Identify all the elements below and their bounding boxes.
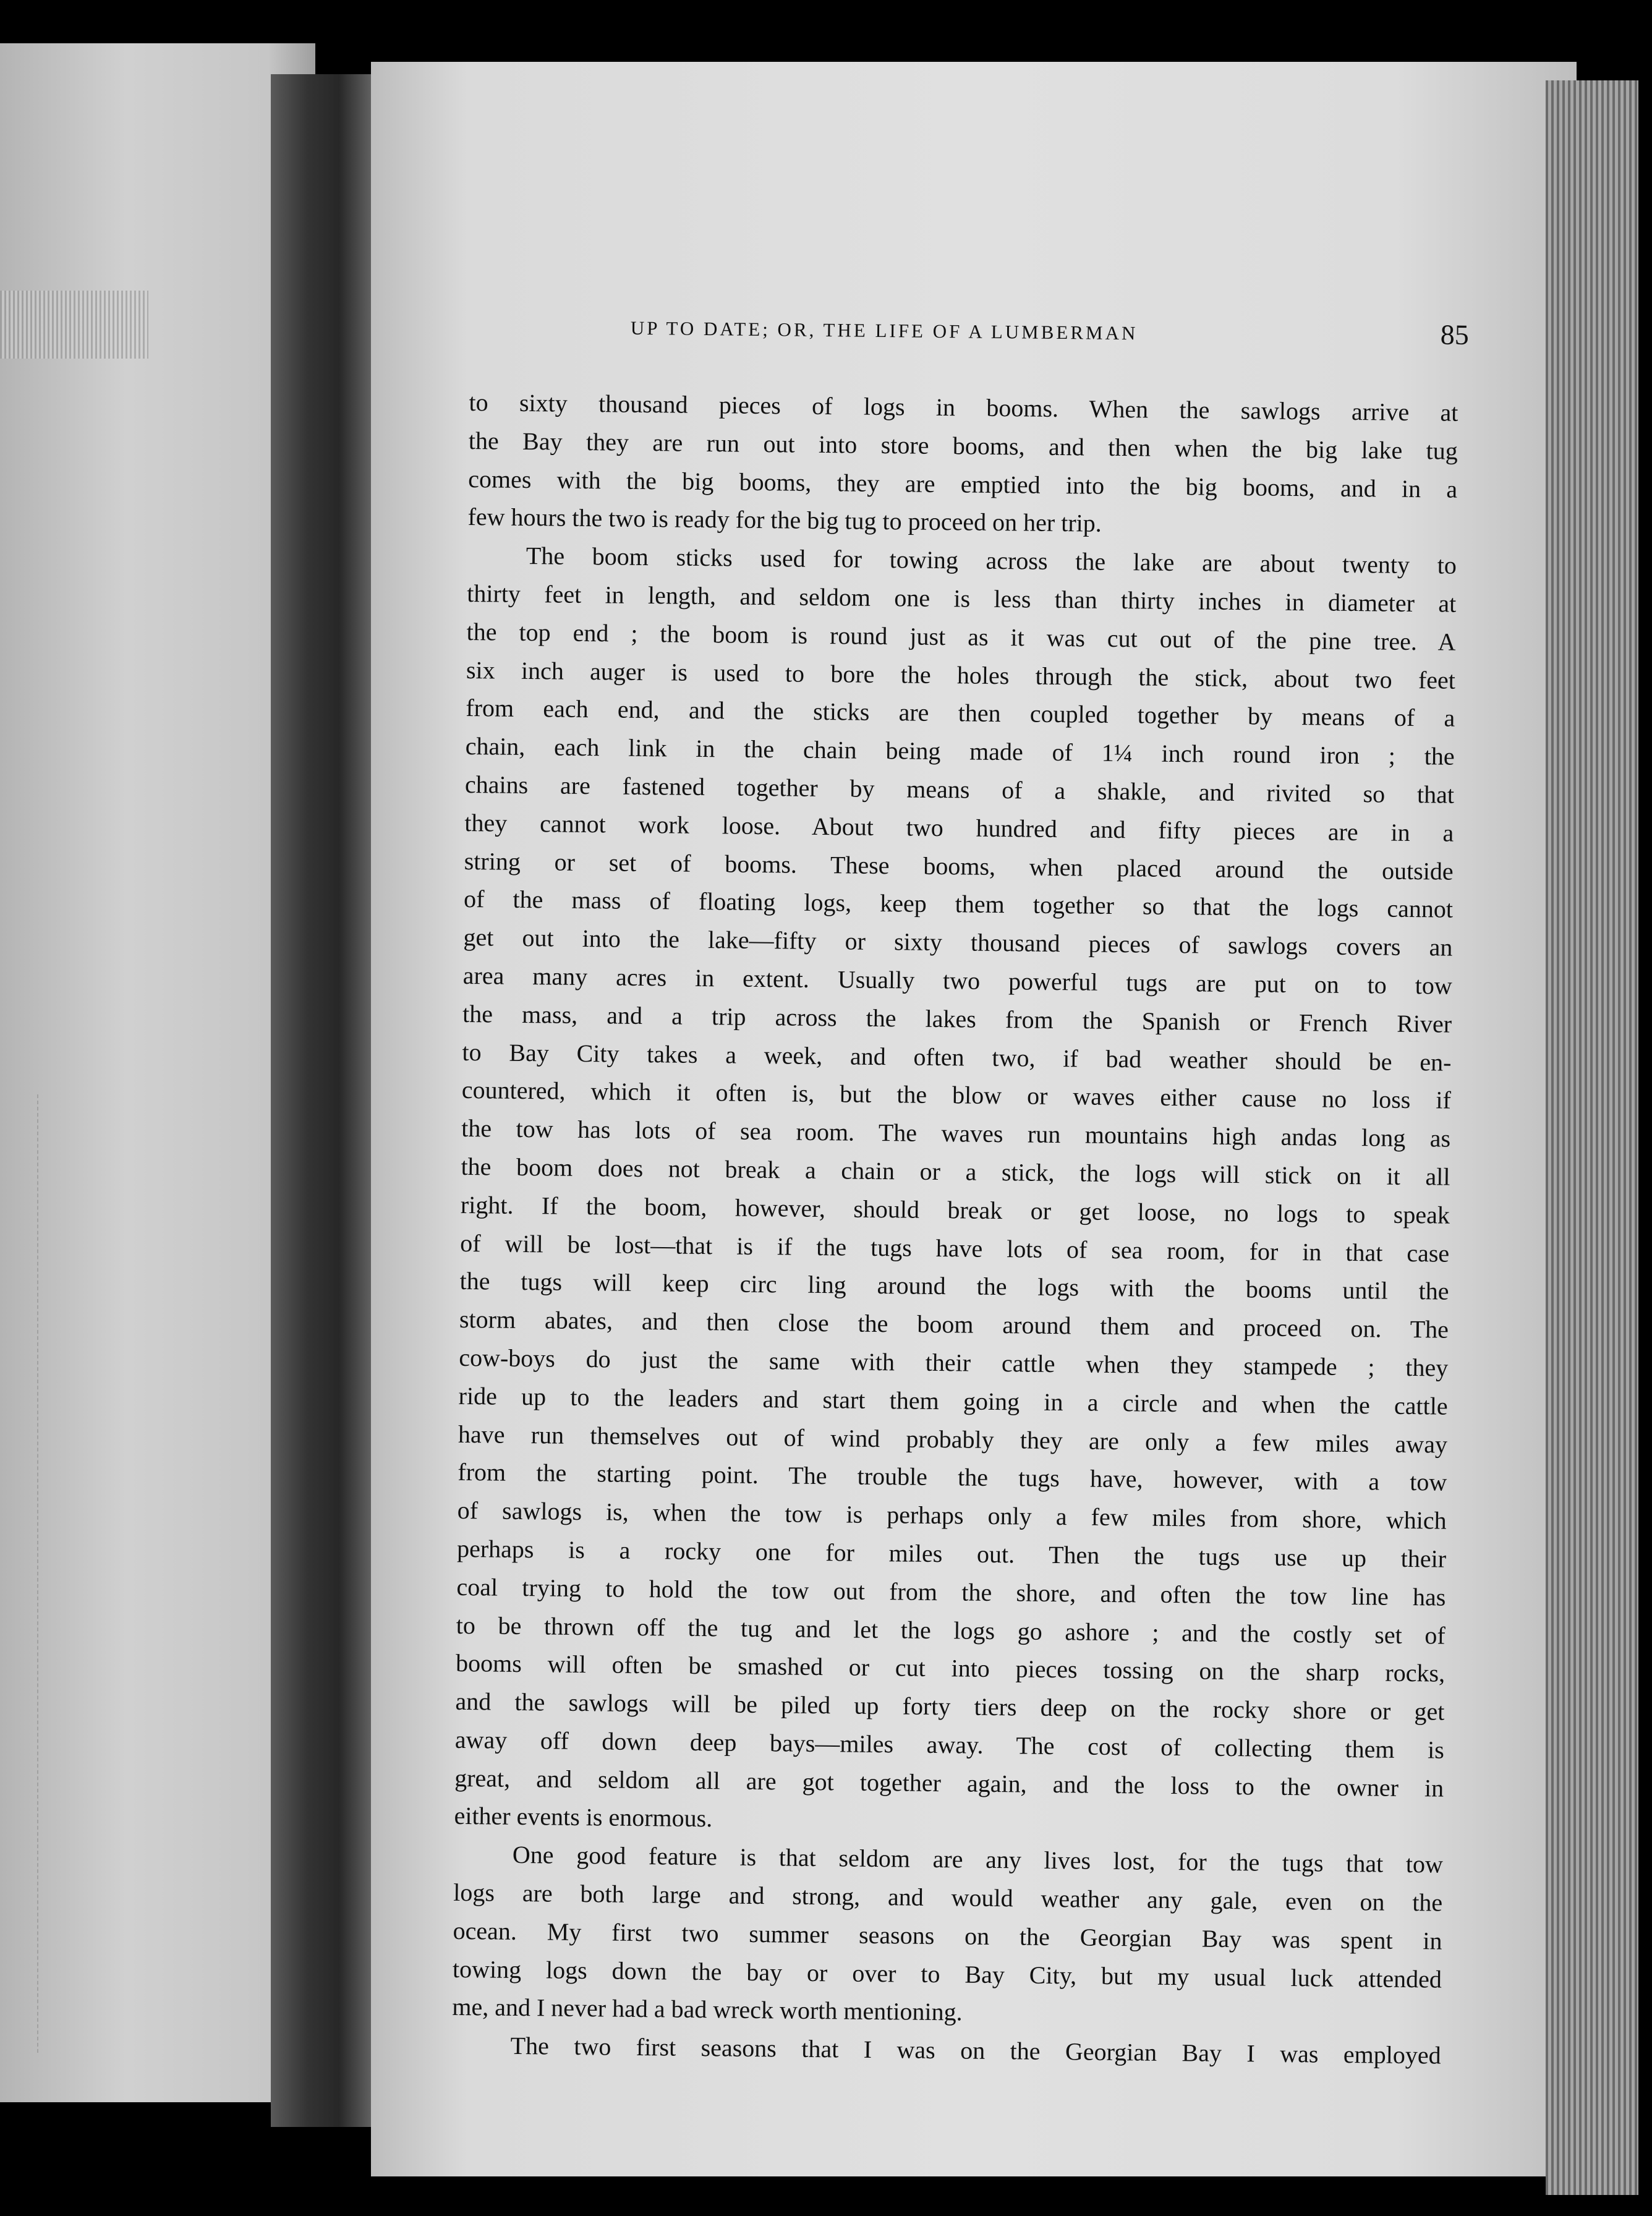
text-line: get out into the lake—fifty or sixty thousand pieces of sawlogs covers an (463, 923, 1453, 961)
text-line: the mass, and a trip across the lakes from the Spanish or French River (462, 999, 1452, 1038)
text-line: six inch auger is used to bore the holes through the stick, about two feet (466, 655, 1456, 694)
text-line: The two first seasons that I was on the Georgian Bay I was employed (510, 2032, 1441, 2069)
text-line: comes with the big booms, they are emptied into the big booms, and in a (467, 464, 1458, 503)
text-line: from each end, and the sticks are then coupled together by means of a (466, 694, 1455, 733)
left-page-edge-marks (37, 1094, 45, 2053)
text-line: the boom does not break a chain or a stick, the logs will stick on it all (461, 1152, 1450, 1191)
text-line: the Bay they are run out into store booms, and then when the big lake tug (468, 426, 1458, 465)
text-line: The boom sticks used for towing across the lake are about twenty to (526, 542, 1457, 579)
text-line: ocean. My first two summer seasons on the Georgian Bay was spent in (453, 1916, 1442, 1955)
text-line: storm abates, and then close the boom around them and proceed on. The (459, 1305, 1449, 1344)
text-line: towing logs down the bay or over to Bay City, but my usual luck attended (452, 1954, 1442, 1993)
text-line: the tow has lots of sea room. The waves run mountains high andas long as (461, 1114, 1451, 1153)
text-line: countered, which it often is, but the blow or waves either cause no loss if (461, 1076, 1452, 1115)
text-line: of will be lost—that is if the tugs have lots of sea room, for in that case (460, 1229, 1450, 1268)
text-line: away off down deep bays—miles away. The cost of collecting them is (454, 1725, 1445, 1764)
text-line: me, and I never had a bad wreck worth mentioning. (452, 1993, 963, 2026)
text-line: of the mass of floating logs, keep them together so that the logs cannot (463, 885, 1454, 924)
text-line: booms will often be smashed or cut into pieces tossing on the sharp rocks, (455, 1649, 1446, 1687)
body-text (451, 383, 1458, 2075)
left-page-smudge (0, 291, 148, 359)
text-line: cow-boys do just the same with their cattle when they stampede ; they (459, 1343, 1449, 1382)
text-line: One good feature is that seldom are any lives lost, for the tugs that tow (512, 1841, 1444, 1878)
text-line: chain, each link in the chain being made of 1¼ inch round iron ; the (465, 732, 1455, 770)
text-line: and the sawlogs will be piled up forty tiers deep on the rocky shore or get (455, 1687, 1445, 1726)
text-line: coal trying to hold the tow out from the shore, and often the tow line has (456, 1572, 1446, 1611)
text-line: few hours the two is ready for the big tug to proceed on her trip. (467, 503, 1102, 538)
text-line: area many acres in extent. Usually two powerful tugs are put on to tow (462, 961, 1452, 1000)
left-page (0, 43, 315, 2102)
page-text-block (451, 315, 1470, 2075)
running-title: UP TO DATE; OR, THE LIFE OF A LUMBERMAN (630, 317, 1138, 344)
text-line: from the starting point. The trouble the tugs have, however, with a tow (458, 1458, 1447, 1496)
running-head (469, 315, 1470, 394)
text-line: to Bay City takes a week, and often two, if bad weather should be en- (462, 1038, 1452, 1076)
page-number: 85 (1440, 318, 1470, 351)
text-line: great, and seldom all are got together again, and the loss to the owner in (454, 1763, 1444, 1802)
text-line: logs are both large and strong, and would weather any gale, even on the (453, 1878, 1443, 1917)
text-line: perhaps is a rocky one for miles out. Then the tugs use up their (456, 1534, 1447, 1573)
text-line: to sixty thousand pieces of logs in booms. When the sawlogs arrive at (469, 388, 1458, 427)
text-line: have run themselves out of wind probably they are only a few miles away (458, 1420, 1448, 1459)
text-line: they cannot work loose. About two hundred and fifty pieces are in a (464, 808, 1454, 847)
page-edges (1546, 80, 1638, 2195)
text-line: thirty feet in length, and seldom one is less than thirty inches in diameter at (467, 579, 1457, 618)
text-line: right. If the boom, however, should break or get loose, no logs to speak (460, 1190, 1450, 1229)
text-line: of sawlogs is, when the tow is perhaps only a few miles from shore, which (457, 1496, 1447, 1535)
text-line: either events is enormous. (454, 1802, 713, 1833)
text-line: to be thrown off the tug and let the logs go ashore ; and the costly set of (456, 1611, 1446, 1650)
text-line: the top end ; the boom is round just as it was cut out of the pine tree. A (466, 617, 1456, 656)
text-line: string or set of booms. These booms, when placed around the outside (464, 846, 1454, 885)
text-line: ride up to the leaders and start them going in a circle and when the cattle (458, 1381, 1448, 1420)
text-line: chains are fastened together by means of a shakle, and rivited so that (464, 770, 1455, 809)
text-line: the tugs will keep circ ling around the logs with the booms until the (459, 1267, 1449, 1305)
